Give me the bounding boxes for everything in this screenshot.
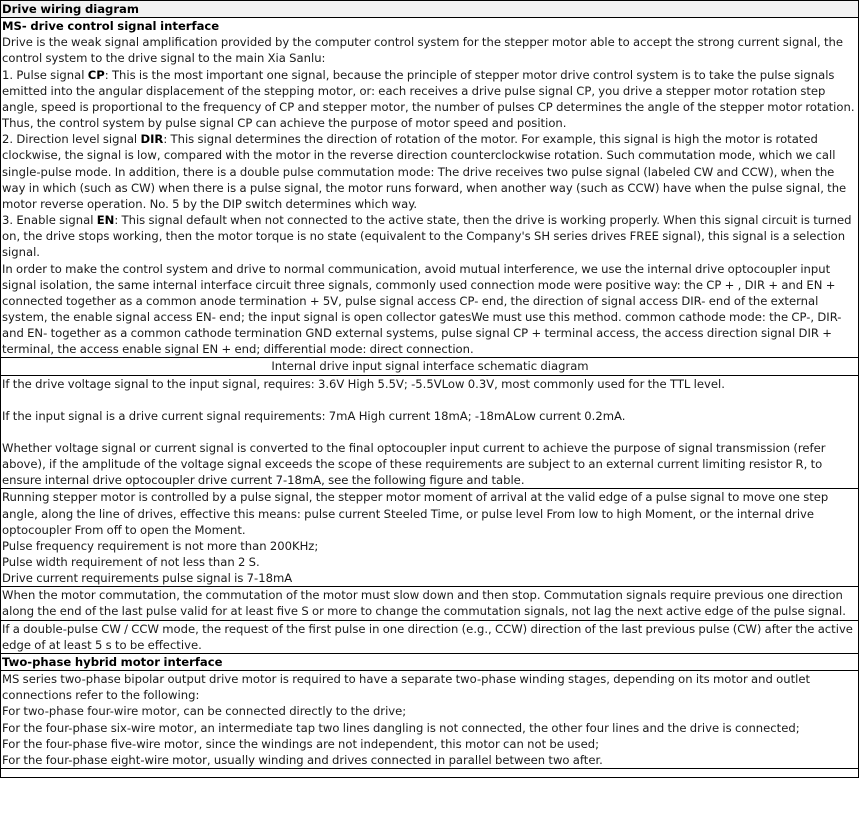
six-wire-line: For the four-phase six-wire motor, an intermediate tap two lines dangling is not connected, the other four lines and the drive is connected; (2, 720, 800, 735)
spacer (2, 392, 858, 408)
title-row (1, 1, 859, 18)
double-pulse-row (1, 620, 859, 653)
direction-signal-prefix: 2. Direction level signal (2, 132, 141, 147)
hybrid-row (1, 671, 859, 769)
hybrid-heading-row (1, 653, 859, 670)
voltage-cell (1, 375, 859, 489)
pulse-width: Pulse width requirement of not less than 2 S. (2, 555, 260, 569)
hybrid-heading: Two-phase hybrid motor interface (1, 653, 859, 670)
pulse-cell (1, 489, 859, 587)
commutation-row (1, 587, 859, 620)
connection-mode-paragraph: In order to make the control system and drive to normal communication, avoid mutual interference, we use the internal drive optocoupler input signal isolation, the same internal interface circuit three signals, commonly used connection mode were positive way: the CP + , DIR + and EN + connected together as a common anode termination + 5V, pulse signal access CP- end, the direction of signal access DIR- end of the external system, the enable signal access EN- end; the input signal is open collector gatesWe must use this method. common cathode mode: the CP-, DIR- and EN- together as a common cathode termination GND external systems, pulse signal CP + terminal access, the access direction signal DIR + terminal, the access enable signal EN + end; differential mode: direct connection. (2, 261, 842, 357)
schematic-caption-row (1, 358, 859, 375)
voltage-row (1, 375, 859, 489)
double-pulse-paragraph: If a double-pulse CW / CCW mode, the request of the first pulse in one direction (e.g., CCW) direction of the last previous pulse (CW) after the active edge of at least 5 s to be effective. (1, 620, 859, 653)
voltage-requirement: If the drive voltage signal to the input signal, requires: 3.6V High 5.5V; -5.5VLow 0.3V, most commonly used for the TTL level. (2, 376, 725, 391)
drive-current: Drive current requirements pulse signal is 7-18mA (2, 571, 293, 586)
enable-signal-prefix: 3. Enable signal (2, 213, 97, 228)
hybrid-cell (1, 671, 859, 769)
direction-signal-key: DIR (140, 132, 164, 147)
enable-signal-key: EN (96, 213, 115, 228)
commutation-paragraph: When the motor commutation, the commutation of the motor must slow down and then stop. Commutation signals require previous one direction along the end of the last pulse valid for at least five S or more to change the commutation signals, not lag the next active edge of the pulse signal. (1, 587, 859, 620)
direction-signal-text: : This signal determines the direction of rotation of the motor. For example, this signal is high the motor is rotated clockwise, the signal is low, compared with the motor in the reverse direction counterclockwise rotation. Such commutation mode, which we call single-pulse mode. In addition, there is a double pulse commutation mode: The drive receives two pulse signal (labeled CW and CCW), when the way in which (such as CW) when there is a pulse signal, the motor runs forward, when another way (such as CCW) have when the pulse signal, the motor reverse operation. No. 5 by the DIP switch determines which way. (2, 132, 847, 211)
pulse-signal-text: : This is the most important one signal, because the principle of stepper motor drive control system is to take the pulse signals emitted into the angular displacement of the stepping motor, or: each receives a drive pulse signal CP, you drive a stepper motor rotation step angle, speed is proportional to the frequency of CP and stepper motor, the number of pulses CP determines the angle of the stepper motor rotation. Thus, the control system by pulse signal CP can achieve the purpose of motor speed and position. (2, 67, 855, 131)
pulse-signal-paragraph (2, 67, 858, 132)
enable-signal-text: : This signal default when not connected to the active state, then the drive is working properly. When this signal circuit is turned on, the drive stops working, then the motor torque is no state (equivalent to the Company's SH series drives FREE signal), this signal is a selection signal. (2, 213, 852, 260)
ms-section-row (1, 18, 859, 358)
eight-wire-line: For the four-phase eight-wire motor, usually winding and drives connected in parallel between two after. (2, 752, 603, 767)
document-title: Drive wiring diagram (1, 1, 859, 18)
pulse-frequency: Pulse frequency requirement is not more than 200KHz; (2, 538, 319, 553)
ms-section-heading: MS- drive control signal interface (2, 19, 220, 34)
pulse-row (1, 489, 859, 587)
trailing-row (1, 769, 859, 778)
running-paragraph: Running stepper motor is controlled by a pulse signal, the stepper motor moment of arrival at the valid edge of a pulse signal to move one step angle, along the line of drives, effective this means: pulse current Steeled Time, or pulse level From low to high Moment, or the internal drive optocoupler From off to open the Moment. (2, 490, 829, 537)
schematic-caption: Internal drive input signal interface schematic diagram (1, 358, 859, 375)
ms-intro-paragraph: Drive is the weak signal amplification provided by the computer control system for the stepper motor able to accept the strong current signal, the control system to the drive signal to the main Xia Sanlu: (2, 35, 844, 66)
pulse-signal-prefix: 1. Pulse signal (2, 67, 88, 82)
ms-section-cell (1, 18, 859, 358)
hybrid-intro: MS series two-phase bipolar output drive motor is required to have a separate two-phase winding stages, depending on its motor and outlet connections refer to the following: (2, 672, 811, 703)
pulse-signal-key: CP (87, 67, 105, 82)
five-wire-line: For the four-phase five-wire motor, since the windings are not independent, this motor can not be used; (2, 736, 600, 751)
trailing-cell (1, 769, 859, 778)
conversion-paragraph: Whether voltage signal or current signal is converted to the final optocoupler input current to achieve the purpose of signal transmission (refer above), if the amplitude of the voltage signal exceeds the scope of these requirements are subject to an external current limiting resistor R, to ensure internal drive optocoupler drive current 7-18mA, see the following figure and table. (2, 440, 826, 488)
enable-signal-paragraph (2, 212, 858, 260)
current-requirement: If the input signal is a drive current signal requirements: 7mA High current 18mA; -18mALow current 0.2mA. (2, 408, 626, 423)
direction-signal-paragraph (2, 131, 858, 212)
spacer (2, 424, 858, 440)
four-wire-line: For two-phase four-wire motor, can be connected directly to the drive; (2, 704, 407, 719)
